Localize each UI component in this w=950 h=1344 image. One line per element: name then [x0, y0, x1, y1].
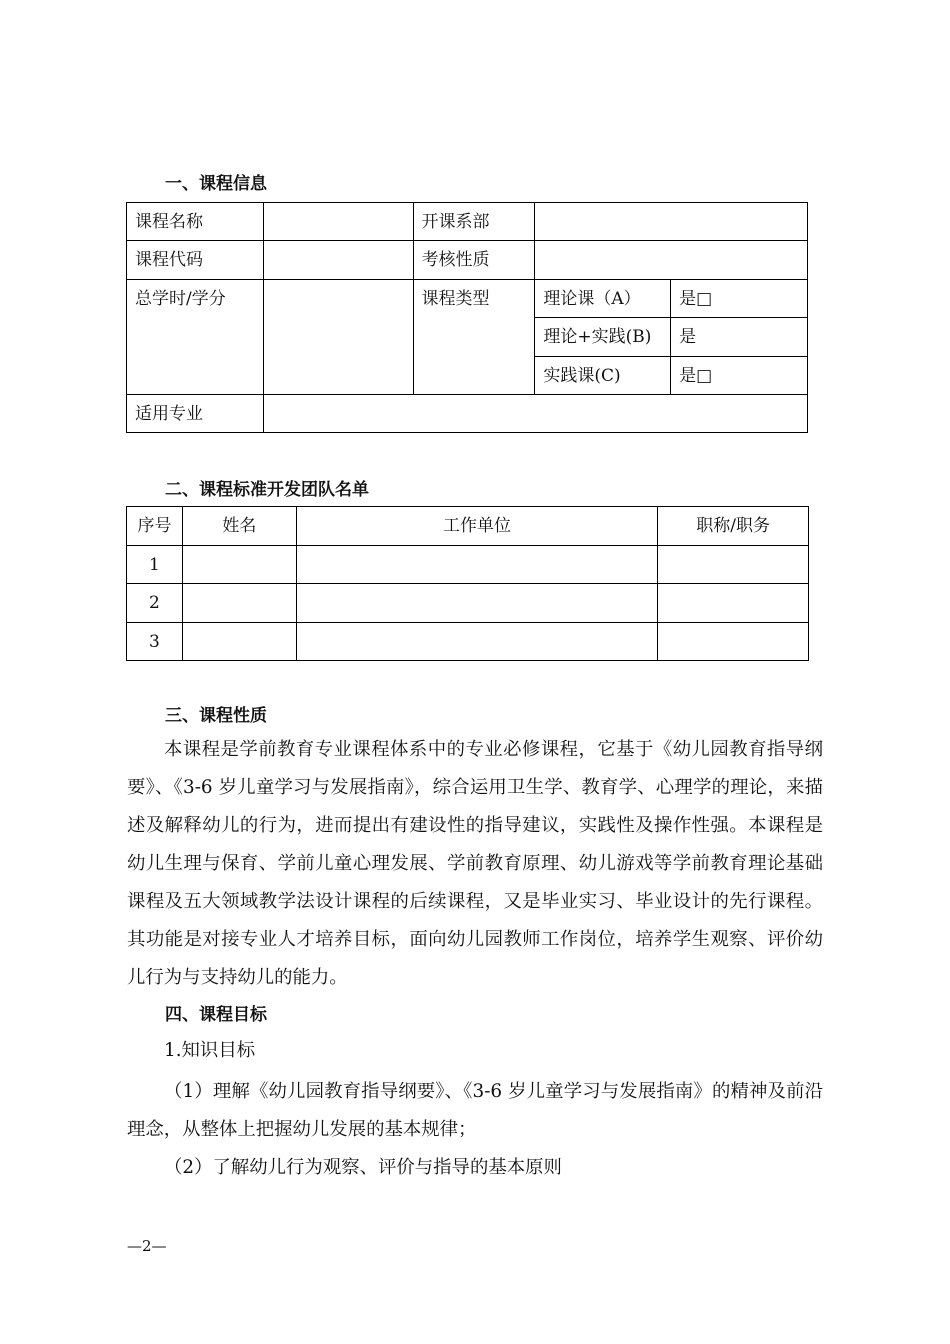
type-a-label: 理论课（A）	[535, 280, 671, 318]
team-row-title	[658, 584, 809, 623]
course-nature-paragraph	[127, 731, 823, 997]
knowledge-goal-subheading: 1.知识目标	[164, 1040, 256, 1061]
table-row	[127, 546, 809, 584]
assessment-label: 考核性质	[413, 241, 535, 280]
section-1-heading: 一、课程信息	[165, 174, 267, 194]
team-row-name	[182, 623, 296, 661]
team-header-index: 序号	[127, 507, 183, 546]
team-header-workplace: 工作单位	[296, 507, 657, 546]
team-row-name	[182, 546, 296, 584]
team-row-index: 1	[127, 546, 183, 584]
team-row-workplace	[296, 584, 657, 623]
hours-credits-label: 总学时/学分	[127, 280, 264, 395]
table-row	[127, 584, 809, 623]
section-3-heading: 三、课程性质	[165, 706, 267, 726]
page-number: —2—	[127, 1237, 167, 1255]
course-name-label: 课程名称	[127, 203, 264, 241]
type-c-label: 实践课(C)	[535, 357, 671, 395]
team-row-index: 3	[127, 623, 183, 661]
knowledge-goal-item-1	[127, 1073, 823, 1149]
department-label: 开课系部	[413, 203, 535, 241]
section-2-heading: 二、课程标准开发团队名单	[165, 480, 369, 500]
course-code-label: 课程代码	[127, 241, 264, 280]
major-value	[263, 395, 807, 433]
hours-credits-value	[263, 280, 413, 395]
team-header-title: 职称/职务	[658, 507, 809, 546]
course-nature-text: 本课程是学前教育专业课程体系中的专业必修课程，它基于《幼儿园教育指导纲要》、《3-6 岁儿童学习与发展指南》，综合运用卫生学、教育学、心理学的理论，来描述及解释幼儿的行为，进而提出有建设性的指导建议，实践性及操作性强。本课程是幼儿生理与保育、学前儿童心理发展、学前教育原理、幼儿游戏等学前教育理论基础课程及五大领域教学法设计课程的后续课程，又是毕业实习、毕业设计的先行课程。其功能是对接专业人才培养目标，面向幼儿园教师工作岗位，培养学生观察、评价幼儿行为与支持幼儿的能力。	[127, 739, 823, 988]
table-row	[127, 623, 809, 661]
section-4-heading: 四、课程目标	[165, 1005, 267, 1025]
department-value	[535, 203, 808, 241]
type-a-value: 是□	[671, 280, 808, 318]
type-b-value: 是	[671, 318, 808, 357]
team-row-index: 2	[127, 584, 183, 623]
knowledge-goal-item-2: （2）了解幼儿行为观察、评价与指导的基本原则	[164, 1157, 562, 1178]
assessment-value	[535, 241, 808, 280]
team-row-name	[182, 584, 296, 623]
team-header-name: 姓名	[182, 507, 296, 546]
team-row-title	[658, 546, 809, 584]
knowledge-goal-item-1-text: （1）理解《幼儿园教育指导纲要》、《3-6 岁儿童学习与发展指南》的精神及前沿理念，从整体上把握幼儿发展的基本规律；	[127, 1081, 823, 1140]
team-row-workplace	[296, 623, 657, 661]
type-c-value: 是□	[671, 357, 808, 395]
course-type-label: 课程类型	[413, 280, 535, 395]
major-label: 适用专业	[127, 395, 264, 433]
course-info-table	[126, 202, 808, 433]
team-row-workplace	[296, 546, 657, 584]
team-table	[126, 506, 809, 661]
course-name-value	[263, 203, 413, 241]
type-b-label: 理论+实践(B)	[535, 318, 671, 357]
course-code-value	[263, 241, 413, 280]
team-row-title	[658, 623, 809, 661]
